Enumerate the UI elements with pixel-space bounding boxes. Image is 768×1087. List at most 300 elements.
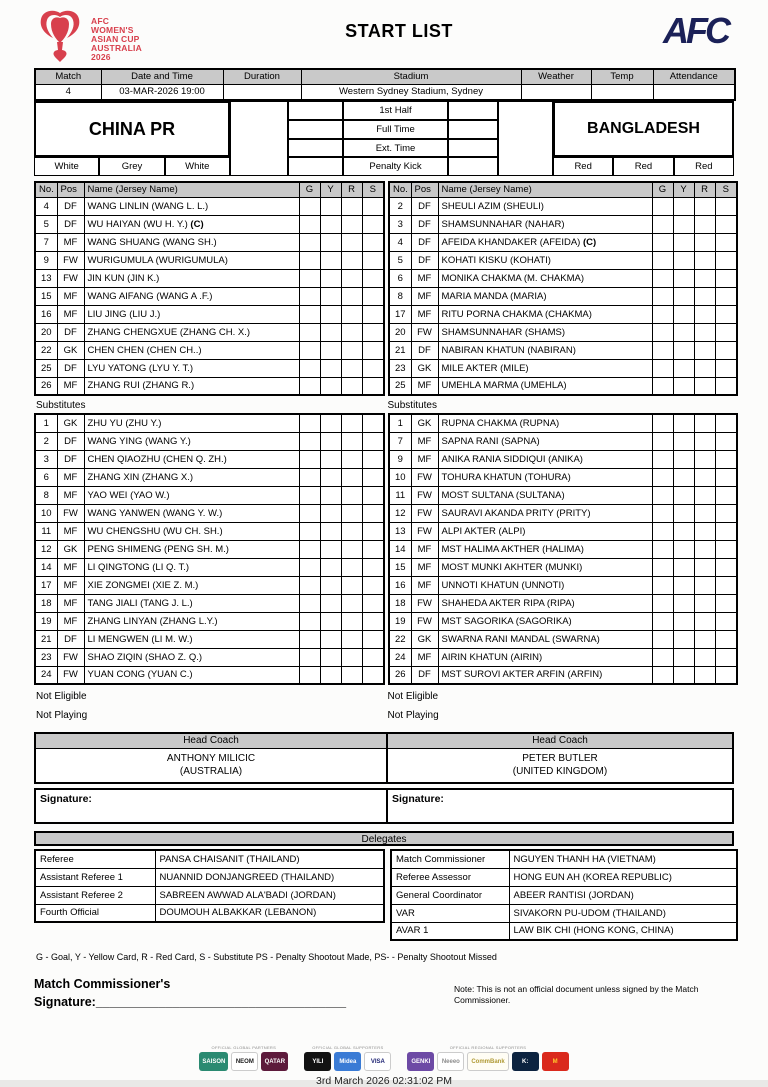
player-row	[35, 612, 384, 630]
stat-cell-r	[341, 233, 362, 251]
player-row	[389, 233, 737, 251]
player-number: 5	[389, 251, 411, 269]
stat-cell-s	[362, 630, 384, 648]
stat-cell-r	[694, 287, 715, 305]
player-number: 20	[35, 323, 57, 341]
player-name: WANG AIFANG (WANG A .F.)	[84, 287, 299, 305]
player-position: FW	[411, 594, 438, 612]
stat-cell-s	[362, 450, 384, 468]
away-signature-box: Signature:	[388, 788, 734, 824]
delegate-role: AVAR 1	[391, 922, 509, 940]
delegate-role: Assistant Referee 1	[35, 868, 155, 886]
player-row	[35, 215, 384, 233]
commissioner-line2: Signature:____________________________________	[34, 995, 347, 1009]
match-info-value-cell	[223, 84, 301, 100]
player-row	[35, 305, 384, 323]
stat-cell-r	[694, 558, 715, 576]
player-position: MF	[57, 287, 84, 305]
player-name: MOST SULTANA (SULTANA)	[438, 486, 652, 504]
stat-cell-y	[673, 269, 694, 287]
player-name: CHEN CHEN (CHEN CH..)	[84, 341, 299, 359]
stat-cell-g	[299, 269, 320, 287]
stat-cell-g	[652, 576, 673, 594]
stat-cell-y	[320, 197, 341, 215]
stat-cell-s	[715, 576, 737, 594]
stat-cell-g	[652, 468, 673, 486]
roster-column-header: No.	[35, 182, 57, 197]
delegate-name: SABREEN AWWAD ALA'BADI (JORDAN)	[155, 886, 384, 904]
stat-cell-r	[694, 323, 715, 341]
player-row	[35, 576, 384, 594]
player-number: 13	[35, 269, 57, 287]
stat-cell-s	[715, 504, 737, 522]
stat-cell-r	[694, 630, 715, 648]
stat-cell-s	[362, 305, 384, 323]
delegate-row	[391, 922, 737, 940]
stat-cell-r	[341, 612, 362, 630]
player-row	[389, 215, 737, 233]
player-name: UMEHLA MARMA (UMEHLA)	[438, 377, 652, 395]
player-name: RITU PORNA CHAKMA (CHAKMA)	[438, 305, 652, 323]
sponsor-logo: QATAR	[261, 1052, 288, 1071]
stat-cell-s	[715, 323, 737, 341]
roster-column-header: Name (Jersey Name)	[84, 182, 299, 197]
team-banner	[34, 101, 734, 176]
delegate-row	[35, 850, 384, 868]
tournament-logo-text	[91, 8, 142, 66]
stat-cell-r	[341, 630, 362, 648]
trophy-icon	[34, 8, 86, 66]
stat-cell-s	[362, 251, 384, 269]
score-period-label: Full Time	[343, 120, 448, 139]
stat-cell-g	[299, 612, 320, 630]
document-header	[34, 6, 734, 68]
delegate-row	[35, 868, 384, 886]
player-name: YAO WEI (YAO W.)	[84, 486, 299, 504]
player-row	[35, 414, 384, 432]
match-info-value-row	[35, 84, 735, 100]
stat-cell-r	[341, 287, 362, 305]
stat-cell-y	[673, 486, 694, 504]
player-row	[35, 594, 384, 612]
player-number: 6	[35, 468, 57, 486]
commissioner-line1: Match Commissioner's	[34, 977, 171, 991]
player-position: FW	[57, 666, 84, 684]
match-commissioner-signature	[34, 975, 454, 1011]
stat-cell-r	[694, 576, 715, 594]
player-row	[389, 287, 737, 305]
stat-cell-s	[715, 215, 737, 233]
delegates-left-table	[34, 849, 385, 923]
sponsor-logo: Neeeo	[437, 1052, 464, 1071]
stat-cell-y	[673, 287, 694, 305]
home-kit-color: White	[34, 157, 99, 176]
player-position: FW	[57, 504, 84, 522]
stat-cell-y	[673, 666, 694, 684]
stat-cell-r	[694, 450, 715, 468]
player-position: FW	[411, 468, 438, 486]
player-number: 18	[389, 594, 411, 612]
player-row	[35, 630, 384, 648]
stat-cell-s	[362, 233, 384, 251]
stat-cell-s	[362, 612, 384, 630]
player-number: 18	[35, 594, 57, 612]
stat-cell-y	[320, 323, 341, 341]
tournament-line: AFC	[91, 16, 110, 26]
stat-cell-r	[694, 269, 715, 287]
player-row	[35, 432, 384, 450]
stat-cell-s	[362, 558, 384, 576]
player-position: MF	[57, 522, 84, 540]
player-row	[389, 359, 737, 377]
roster-column-header: R	[694, 182, 715, 197]
stat-cell-y	[320, 576, 341, 594]
stat-cell-r	[341, 504, 362, 522]
player-name: SHAO ZIQIN (SHAO Z. Q.)	[84, 648, 299, 666]
blank-cell	[498, 101, 553, 176]
stat-cell-r	[694, 486, 715, 504]
player-number: 11	[35, 522, 57, 540]
away-score-box	[448, 120, 498, 139]
stat-cell-s	[715, 287, 737, 305]
match-info-header-cell: Duration	[223, 69, 301, 84]
stat-cell-r	[341, 215, 362, 233]
stat-cell-s	[362, 486, 384, 504]
stat-cell-y	[673, 612, 694, 630]
stat-cell-r	[694, 233, 715, 251]
player-number: 4	[389, 233, 411, 251]
stat-cell-y	[320, 269, 341, 287]
home-starting-table	[34, 181, 385, 396]
sponsor-group	[304, 1045, 391, 1071]
player-row	[35, 359, 384, 377]
stat-cell-s	[362, 341, 384, 359]
player-number: 2	[35, 432, 57, 450]
delegate-name: NUANNID DONJANGREED (THAILAND)	[155, 868, 384, 886]
delegate-row	[391, 868, 737, 886]
player-position: FW	[411, 486, 438, 504]
player-number: 7	[35, 233, 57, 251]
stat-cell-y	[673, 215, 694, 233]
stat-cell-s	[362, 432, 384, 450]
player-name: AIRIN KHATUN (AIRIN)	[438, 648, 652, 666]
stat-cell-y	[673, 359, 694, 377]
sponsor-logo: CommBank	[467, 1052, 508, 1071]
player-number: 23	[389, 359, 411, 377]
stat-cell-g	[652, 630, 673, 648]
roster-column-header: Y	[320, 182, 341, 197]
player-name: PENG SHIMENG (PENG SH. M.)	[84, 540, 299, 558]
player-name: LIU JING (LIU J.)	[84, 305, 299, 323]
stat-cell-y	[673, 504, 694, 522]
home-score-box	[288, 120, 343, 139]
match-info-header-row	[35, 69, 735, 84]
stat-cell-s	[715, 468, 737, 486]
player-number: 12	[389, 504, 411, 522]
delegate-name: LAW BIK CHI (HONG KONG, CHINA)	[509, 922, 737, 940]
player-name: XIE ZONGMEI (XIE Z. M.)	[84, 576, 299, 594]
player-number: 9	[389, 450, 411, 468]
stat-cell-g	[652, 540, 673, 558]
player-position: FW	[411, 612, 438, 630]
roster-column-header: G	[652, 182, 673, 197]
home-not-eligible-label: Not Eligible	[36, 691, 87, 702]
stat-cell-g	[299, 323, 320, 341]
stat-cell-s	[715, 414, 737, 432]
stat-cell-g	[299, 522, 320, 540]
delegate-role: Assistant Referee 2	[35, 886, 155, 904]
delegate-name: DOUMOUH ALBAKKAR (LEBANON)	[155, 904, 384, 922]
player-row	[35, 504, 384, 522]
away-score-box	[448, 139, 498, 158]
stat-cell-r	[694, 648, 715, 666]
stat-cell-g	[652, 432, 673, 450]
roster-column-header: No.	[389, 182, 411, 197]
player-position: MF	[411, 269, 438, 287]
stat-cell-r	[694, 522, 715, 540]
away-score-box	[448, 101, 498, 120]
stat-cell-s	[715, 359, 737, 377]
player-row	[389, 269, 737, 287]
match-info-header-cell: Temp	[591, 69, 653, 84]
match-info-value-cell: Western Sydney Stadium, Sydney	[301, 84, 521, 100]
player-row	[389, 486, 737, 504]
player-row	[35, 468, 384, 486]
home-kit-colors	[34, 157, 230, 176]
stat-cell-r	[694, 251, 715, 269]
player-number: 22	[35, 341, 57, 359]
delegate-row	[391, 850, 737, 868]
player-position: FW	[411, 522, 438, 540]
player-row	[389, 468, 737, 486]
tournament-line: ASIAN CUP	[91, 34, 140, 44]
home-score-box	[288, 101, 343, 120]
stat-cell-s	[715, 486, 737, 504]
player-name: SAURAVI AKANDA PRITY (PRITY)	[438, 504, 652, 522]
player-name: ALPI AKTER (ALPI)	[438, 522, 652, 540]
match-info-value-cell	[521, 84, 591, 100]
stat-cell-y	[320, 215, 341, 233]
player-name: WANG SHUANG (WANG SH.)	[84, 233, 299, 251]
stat-cell-y	[673, 468, 694, 486]
stat-cell-s	[362, 576, 384, 594]
player-name: ZHANG LINYAN (ZHANG L.Y.)	[84, 612, 299, 630]
player-row	[389, 432, 737, 450]
player-number: 24	[389, 648, 411, 666]
player-row	[389, 504, 737, 522]
player-name: MST SAGORIKA (SAGORIKA)	[438, 612, 652, 630]
away-not-playing-label: Not Playing	[387, 710, 439, 721]
player-row	[35, 287, 384, 305]
stat-cell-r	[341, 450, 362, 468]
stat-cell-r	[341, 486, 362, 504]
delegate-role: Referee Assessor	[391, 868, 509, 886]
sponsor-logo: K:	[512, 1052, 539, 1071]
stat-cell-g	[299, 576, 320, 594]
player-number: 17	[35, 576, 57, 594]
stat-cell-g	[652, 666, 673, 684]
player-number: 1	[35, 414, 57, 432]
stat-cell-s	[362, 594, 384, 612]
player-position: MF	[57, 576, 84, 594]
home-signature-box: Signature:	[34, 788, 388, 824]
stat-cell-g	[299, 558, 320, 576]
delegate-role: General Coordinator	[391, 886, 509, 904]
stat-cell-g	[652, 504, 673, 522]
stat-cell-g	[652, 558, 673, 576]
stat-cell-r	[341, 414, 362, 432]
stat-cell-y	[673, 305, 694, 323]
player-row	[35, 666, 384, 684]
player-position: DF	[57, 630, 84, 648]
stat-cell-s	[715, 233, 737, 251]
player-name: YUAN CONG (YUAN C.)	[84, 666, 299, 684]
stat-cell-g	[299, 450, 320, 468]
print-timestamp: 3rd March 2026 02:31:02 PM	[316, 1075, 452, 1087]
stat-cell-y	[673, 233, 694, 251]
roster-column-header: S	[715, 182, 737, 197]
sponsor-logo: SAISON	[199, 1052, 228, 1071]
stat-cell-r	[341, 522, 362, 540]
home-coach-country: (AUSTRALIA)	[179, 766, 243, 777]
away-coach-value	[388, 749, 732, 782]
roster-column-header: Pos	[57, 182, 84, 197]
away-not-eligible-label: Not Eligible	[387, 691, 439, 702]
stat-cell-r	[341, 341, 362, 359]
stat-cell-y	[320, 251, 341, 269]
player-position: MF	[411, 305, 438, 323]
stat-cell-g	[299, 594, 320, 612]
stat-cell-y	[320, 414, 341, 432]
player-row	[35, 251, 384, 269]
stat-cell-y	[673, 432, 694, 450]
player-position: MF	[411, 576, 438, 594]
player-row	[389, 612, 737, 630]
delegate-name: PANSA CHAISANIT (THAILAND)	[155, 850, 384, 868]
player-number: 12	[35, 540, 57, 558]
away-coach-box	[388, 732, 734, 784]
stat-cell-r	[694, 540, 715, 558]
stat-cell-y	[320, 594, 341, 612]
stat-cell-g	[299, 287, 320, 305]
stat-cell-r	[341, 432, 362, 450]
player-position: FW	[411, 504, 438, 522]
page-title: START LIST	[345, 21, 453, 41]
stat-cell-y	[320, 504, 341, 522]
player-number: 3	[35, 450, 57, 468]
player-number: 17	[389, 305, 411, 323]
player-name: SHAMSUNNAHAR (NAHAR)	[438, 215, 652, 233]
player-number: 6	[389, 269, 411, 287]
away-kit-color: Red	[553, 157, 613, 176]
player-name: ZHANG CHENGXUE (ZHANG CH. X.)	[84, 323, 299, 341]
sponsor-logo: NEOM	[231, 1052, 258, 1071]
note-text: Note: This is not an official document unless signed by the Match Commissioner.	[454, 984, 699, 1005]
stat-cell-g	[299, 468, 320, 486]
sponsor-chip-row	[407, 1052, 568, 1071]
player-number: 8	[35, 486, 57, 504]
delegate-role: Fourth Official	[35, 904, 155, 922]
stat-cell-s	[362, 197, 384, 215]
stat-cell-g	[652, 215, 673, 233]
player-position: MF	[411, 558, 438, 576]
stat-cell-y	[673, 414, 694, 432]
stat-cell-s	[715, 540, 737, 558]
stat-cell-g	[299, 432, 320, 450]
player-number: 1	[389, 414, 411, 432]
player-position: GK	[411, 630, 438, 648]
stat-cell-r	[341, 377, 362, 395]
stat-cell-y	[673, 576, 694, 594]
sponsor-group-label: OFFICIAL GLOBAL SUPPORTERS	[312, 1045, 384, 1050]
player-row	[35, 233, 384, 251]
player-position: MF	[411, 450, 438, 468]
stat-cell-y	[673, 522, 694, 540]
stat-cell-r	[341, 666, 362, 684]
player-number: 14	[389, 540, 411, 558]
player-name: MOST MUNKI AKHTER (MUNKI)	[438, 558, 652, 576]
home-kit-color: White	[165, 157, 230, 176]
player-name: SHEULI AZIM (SHEULI)	[438, 197, 652, 215]
stat-cell-r	[694, 594, 715, 612]
stat-cell-r	[341, 594, 362, 612]
delegate-row	[35, 886, 384, 904]
stat-cell-g	[652, 341, 673, 359]
player-number: 21	[35, 630, 57, 648]
stat-cell-s	[715, 594, 737, 612]
delegate-row	[35, 904, 384, 922]
player-number: 13	[389, 522, 411, 540]
player-position: DF	[57, 197, 84, 215]
player-name: MONIKA CHAKMA (M. CHAKMA)	[438, 269, 652, 287]
stat-cell-r	[694, 666, 715, 684]
stat-cell-s	[362, 269, 384, 287]
stat-cell-g	[652, 269, 673, 287]
player-number: 24	[35, 666, 57, 684]
score-period-label: 1st Half	[343, 101, 448, 120]
player-number: 26	[389, 666, 411, 684]
player-name: SHAHEDA AKTER RIPA (RIPA)	[438, 594, 652, 612]
player-name: JIN KUN (JIN K.)	[84, 269, 299, 287]
player-name: NABIRAN KHATUN (NABIRAN)	[438, 341, 652, 359]
stat-cell-s	[362, 522, 384, 540]
stat-cell-g	[652, 612, 673, 630]
roster-header-row	[35, 182, 384, 197]
stat-cell-s	[362, 377, 384, 395]
tournament-logo	[34, 6, 214, 66]
home-coach-value	[36, 749, 386, 782]
home-not-playing-label: Not Playing	[36, 710, 88, 721]
stat-cell-s	[362, 504, 384, 522]
stat-cell-r	[341, 540, 362, 558]
player-name: KOHATI KISKU (KOHATI)	[438, 251, 652, 269]
away-coach-name: PETER BUTLER	[522, 753, 598, 764]
stat-cell-y	[673, 648, 694, 666]
stat-cell-s	[715, 558, 737, 576]
delegate-name: NGUYEN THANH HA (VIETNAM)	[509, 850, 737, 868]
player-row	[35, 450, 384, 468]
player-name: UNNOTI KHATUN (UNNOTI)	[438, 576, 652, 594]
stat-cell-y	[320, 648, 341, 666]
player-number: 20	[389, 323, 411, 341]
stat-cell-g	[299, 666, 320, 684]
player-number: 9	[35, 251, 57, 269]
roster-column-header: Y	[673, 182, 694, 197]
player-name: AFEIDA KHANDAKER (AFEIDA) (C)	[438, 233, 652, 251]
player-number: 7	[389, 432, 411, 450]
home-score-box	[288, 157, 343, 176]
stat-cell-r	[694, 359, 715, 377]
